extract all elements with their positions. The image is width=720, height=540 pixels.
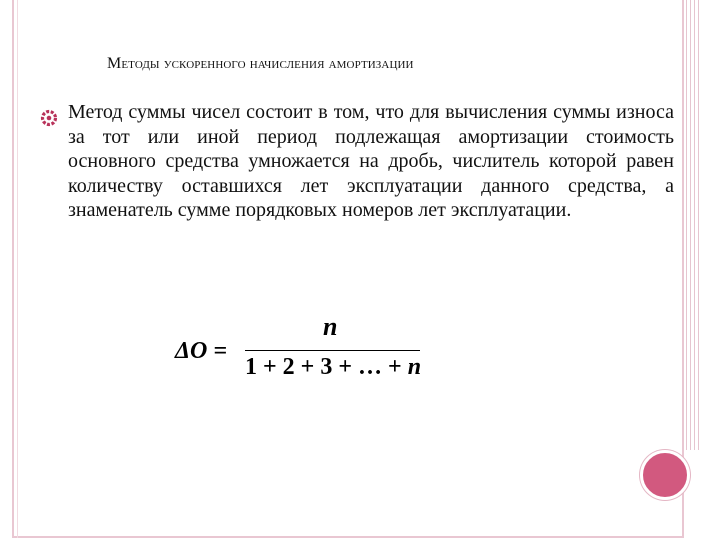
fraction-bar xyxy=(245,350,420,351)
frame-right-line-2 xyxy=(690,0,691,450)
formula xyxy=(175,312,435,388)
formula-numerator: n xyxy=(323,312,338,341)
decorative-circle xyxy=(640,450,690,500)
formula-lhs: ΔО = xyxy=(175,338,228,364)
frame-inner-line xyxy=(17,0,18,538)
formula-denominator xyxy=(245,354,421,381)
frame-right-line-1 xyxy=(686,0,687,450)
formula-denominator-prefix: 1 + 2 + 3 + … + xyxy=(245,354,408,380)
frame-right-line-4 xyxy=(698,0,699,450)
gear-bullet-icon xyxy=(40,109,58,127)
body-paragraph: Метод суммы чисел состоит в том, что для вычисления суммы износа за тот или иной период подлежащая амортизации стоимость основного средства умножается на дробь, числитель которой равен количеству оставшихся лет эксплуатации данного средства, а знаменатель сумме порядковых номеров лет эксплуатации. xyxy=(68,101,674,221)
slide-frame xyxy=(12,0,684,538)
frame-right-line-3 xyxy=(694,0,695,450)
slide-title: Методы ускоренного начисления амортизации xyxy=(107,55,414,72)
formula-denominator-last: n xyxy=(407,354,422,380)
